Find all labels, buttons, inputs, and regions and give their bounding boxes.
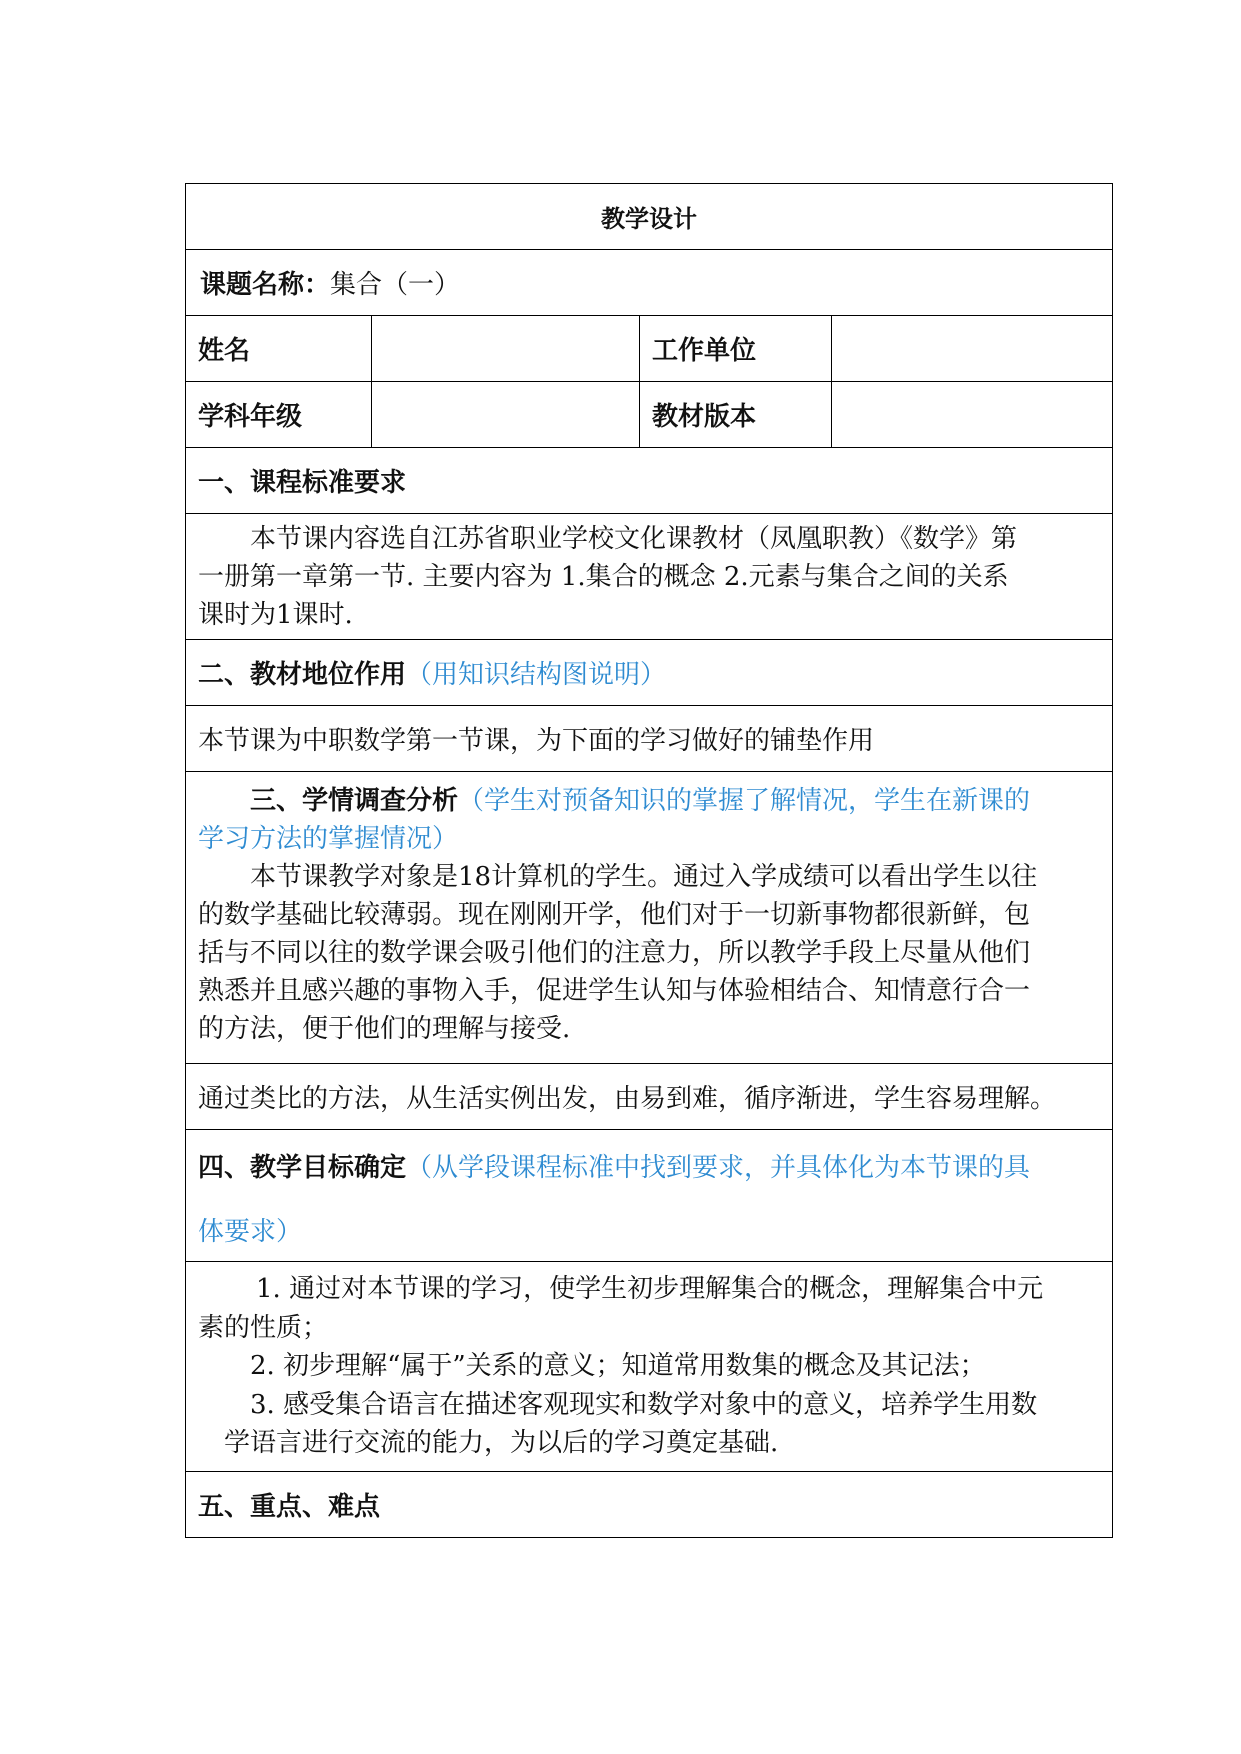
edition-label: 教材版本 bbox=[640, 382, 832, 447]
topic-value: 集合（一） bbox=[330, 270, 461, 300]
lesson-plan-table bbox=[185, 183, 1113, 1538]
info-row-1 bbox=[186, 316, 1112, 382]
info-row-2 bbox=[186, 382, 1112, 448]
section-3-heading: 三、学情调查分析 bbox=[250, 786, 459, 816]
section-4-hint: （从学段课程标准中找到要求，并具体化为本节课的具 bbox=[406, 1153, 1031, 1183]
goal-line: 素的性质； bbox=[198, 1312, 329, 1343]
section-3-block bbox=[186, 772, 1112, 1064]
section-4-hint-cont: 体要求） bbox=[198, 1217, 303, 1247]
section-2-heading-row bbox=[186, 640, 1112, 706]
section-2-body: 本节课为中职数学第一节课，为下面的学习做好的铺垫作用 bbox=[186, 706, 1112, 772]
work-unit-field[interactable] bbox=[832, 316, 1112, 381]
section-5-heading: 五、重点、难点 bbox=[186, 1472, 1112, 1538]
edition-field[interactable] bbox=[832, 382, 1112, 447]
section-3-hint: （学生对预备知识的掌握了解情况，学生在新课的 bbox=[458, 786, 1031, 816]
section-1-body bbox=[186, 514, 1112, 640]
goal-line: 学语言进行交流的能力，为以后的学习奠定基础. bbox=[224, 1428, 779, 1458]
section-4-goals bbox=[186, 1262, 1112, 1472]
section-3-line: 熟悉并且感兴趣的事物入手，促进学生认知与体验相结合、知情意行合一 bbox=[198, 976, 1031, 1006]
work-unit-label: 工作单位 bbox=[640, 316, 832, 381]
goal-line: 2. 初步理解“属于”关系的意义；知道常用数集的概念及其记法； bbox=[250, 1351, 986, 1381]
section-1-line: 课时为1课时. bbox=[198, 600, 353, 630]
name-label: 姓名 bbox=[186, 316, 372, 381]
topic-label: 课题名称： bbox=[200, 270, 331, 300]
section-4-heading: 四、教学目标确定 bbox=[198, 1153, 407, 1183]
grade-field[interactable] bbox=[372, 382, 640, 447]
section-3-heading-line bbox=[198, 782, 1112, 820]
section-1-line: 本节课内容选自江苏省职业学校文化课教材（凤凰职教）《数学》第 bbox=[250, 524, 1018, 554]
section-2-heading: 二、教材地位作用 bbox=[198, 660, 407, 690]
section-1-heading: 一、课程标准要求 bbox=[186, 448, 1112, 514]
section-3-line: 的数学基础比较薄弱。现在刚刚开学，他们对于一切新事物都很新鲜，包 bbox=[198, 900, 1031, 930]
section-4-heading-block bbox=[186, 1130, 1112, 1262]
grade-label: 学科年级 bbox=[186, 382, 372, 447]
name-field[interactable] bbox=[372, 316, 640, 381]
document-title: 教学设计 bbox=[186, 184, 1112, 250]
section-2-hint: （用知识结构图说明） bbox=[406, 660, 667, 690]
section-3-method: 通过类比的方法，从生活实例出发，由易到难，循序渐进，学生容易理解。 bbox=[186, 1064, 1112, 1130]
section-3-line: 的方法，便于他们的理解与接受. bbox=[198, 1014, 571, 1044]
goal-line: 1. 通过对本节课的学习，使学生初步理解集合的概念，理解集合中元 bbox=[256, 1274, 1044, 1304]
goal-line: 3. 感受集合语言在描述客观现实和数学对象中的意义，培养学生用数 bbox=[250, 1389, 1038, 1420]
section-3-hint-cont: 学习方法的掌握情况） bbox=[198, 824, 459, 854]
section-3-line: 括与不同以往的数学课会吸引他们的注意力，所以教学手段上尽量从他们 bbox=[198, 938, 1031, 968]
section-1-line: 一册第一章第一节. 主要内容为 1.集合的概念 2.元素与集合之间的关系 bbox=[198, 562, 1009, 592]
section-3-line: 本节课教学对象是18计算机的学生。通过入学成绩可以看出学生以往 bbox=[250, 862, 1038, 892]
topic-row bbox=[186, 250, 1112, 316]
